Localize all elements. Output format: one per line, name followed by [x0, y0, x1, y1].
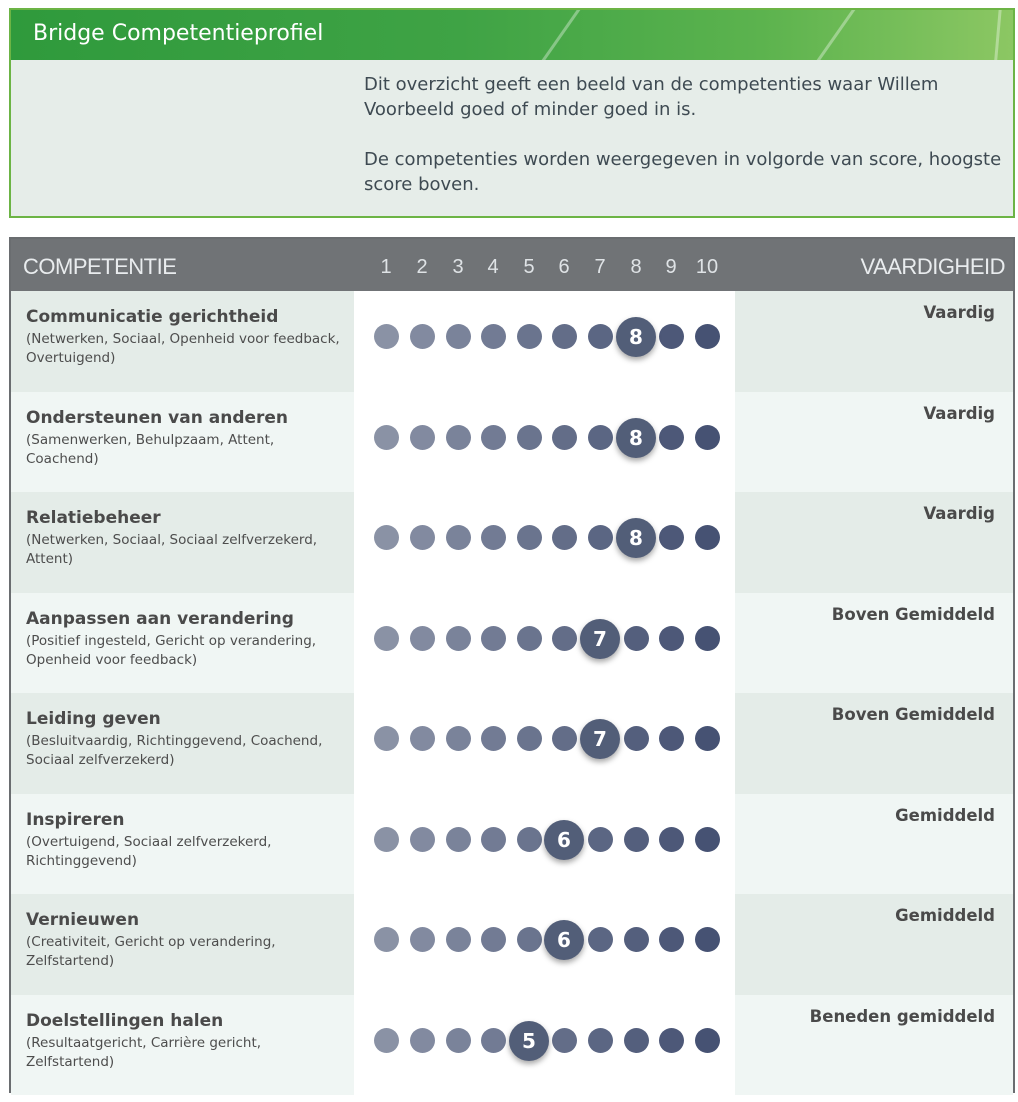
scale-dot: [374, 324, 399, 349]
header-decoration: [533, 10, 581, 60]
scale-number: 6: [558, 256, 570, 278]
competence-description: (Netwerken, Sociaal, Sociaal zelfverzekerd, Attent): [26, 532, 318, 567]
competence-name: Inspireren: [26, 809, 125, 830]
scale-number: 2: [416, 256, 428, 278]
level-cell: [735, 492, 1013, 593]
scale-dot: [588, 525, 613, 550]
scale-dot: [695, 425, 720, 450]
scale-dot: [374, 726, 399, 751]
level-cell: [735, 291, 1013, 392]
level-cell: [735, 894, 1013, 995]
competence-description: (Positief ingesteld, Gericht op verandering, Openheid voor feedback): [26, 632, 317, 668]
scale-dot: [659, 1028, 684, 1053]
skill-level: Boven Gemiddeld: [831, 705, 995, 724]
scale-dot: [624, 827, 649, 852]
intro-text: [364, 72, 1014, 222]
scale-dot: [374, 1028, 399, 1053]
scale-number: 1: [380, 256, 392, 278]
scale-dot: [517, 927, 542, 952]
intro-header: [11, 10, 1013, 60]
scale-number: 9: [665, 256, 677, 278]
score-marker: 7: [580, 719, 620, 759]
scale-dot: [446, 1028, 471, 1053]
intro-paragraph: Dit overzicht geeft een beeld van de competenties waar Willem Voorbeeld goed of minder goed in is.: [364, 74, 939, 120]
scale-dot: [481, 726, 506, 751]
page-title: Bridge Competentieprofiel: [33, 21, 324, 46]
scale-dot: [659, 927, 684, 952]
competence-name: Communicatie gerichtheid: [26, 307, 279, 327]
score-marker: 5: [509, 1021, 549, 1061]
scale-dot: [481, 324, 506, 349]
scale-dot: [410, 425, 435, 450]
scale-dot: [695, 827, 720, 852]
scale-dot: [446, 425, 471, 450]
scale-dot: [374, 827, 399, 852]
level-cell: [735, 593, 1013, 694]
column-header-competentie: COMPETENTIE: [23, 254, 177, 279]
competence-name: Ondersteunen van anderen: [26, 407, 289, 428]
table-row: [11, 492, 1013, 593]
scale-dot: [374, 425, 399, 450]
scale-dot: [695, 324, 720, 349]
scale-dot: [374, 525, 399, 550]
competence-name: Doelstellingen halen: [26, 1010, 224, 1031]
competence-name: Vernieuwen: [26, 910, 140, 930]
scale-dot: [481, 1028, 506, 1053]
skill-level: Vaardig: [923, 403, 995, 423]
scale-dot: [481, 827, 506, 852]
scale-dot: [446, 927, 471, 952]
table-row: [11, 291, 1013, 392]
level-cell: [735, 392, 1013, 493]
scale-dot: [624, 726, 649, 751]
scale-number: 7: [594, 256, 606, 278]
column-header-vaardigheid: VAARDIGHEID: [860, 254, 1005, 279]
competence-name: Relatiebeheer: [26, 508, 161, 528]
skill-level: Vaardig: [923, 504, 995, 523]
scale-dot: [624, 626, 649, 651]
scale-dot: [659, 525, 684, 550]
scale-dot: [552, 626, 577, 651]
table-row: [11, 995, 1013, 1096]
scale-dot: [588, 324, 613, 349]
competence-description: (Samenwerken, Behulpzaam, Attent, Coachend): [26, 431, 275, 467]
scale-dot: [659, 425, 684, 450]
scale-dot: [374, 927, 399, 952]
scale-dot: [446, 626, 471, 651]
skill-level: Boven Gemiddeld: [831, 604, 995, 624]
scale-dot: [695, 626, 720, 651]
header-decoration: [993, 10, 1003, 60]
scale-dot: [410, 726, 435, 751]
skill-level: Gemiddeld: [895, 906, 995, 925]
competence-description: (Besluitvaardig, Richtinggevend, Coachend, Sociaal zelfverzekerd): [26, 733, 323, 768]
scale-number: 5: [523, 256, 535, 278]
scale-dot: [481, 927, 506, 952]
skill-level: Vaardig: [923, 303, 995, 322]
score-marker: 6: [544, 920, 584, 960]
scale-dot: [410, 525, 435, 550]
scale-dot: [552, 425, 577, 450]
level-cell: [735, 794, 1013, 895]
scale-dot: [659, 324, 684, 349]
competence-cell: [11, 693, 354, 794]
scale-dot: [517, 626, 542, 651]
competence-table: [9, 237, 1015, 1093]
competence-description: (Overtuigend, Sociaal zelfverzekerd, Richtinggevend): [26, 833, 272, 869]
table-header: [11, 239, 1013, 291]
scale-dot: [410, 626, 435, 651]
competence-cell: [11, 593, 354, 694]
score-marker: 8: [616, 317, 656, 357]
scale-dot: [446, 525, 471, 550]
competence-cell: [11, 492, 354, 593]
scale-dot: [588, 827, 613, 852]
level-cell: [735, 995, 1013, 1096]
scale-dot: [517, 324, 542, 349]
level-cell: [735, 693, 1013, 794]
scale-dot: [481, 425, 506, 450]
competence-cell: [11, 894, 354, 995]
competence-name: Leiding geven: [26, 709, 161, 729]
table-row: [11, 693, 1013, 794]
scale-dot: [517, 525, 542, 550]
scale-dot: [588, 425, 613, 450]
scale-dot: [446, 827, 471, 852]
scale-dot: [517, 726, 542, 751]
competence-name: Aanpassen aan verandering: [26, 608, 294, 629]
scale-dot: [517, 425, 542, 450]
scale-dot: [410, 927, 435, 952]
score-marker: 7: [580, 619, 620, 659]
scale-dot: [410, 324, 435, 349]
competence-description: (Creativiteit, Gericht op verandering, Zelfstartend): [26, 934, 276, 969]
scale-dot: [552, 726, 577, 751]
competence-cell: [11, 291, 354, 392]
intro-panel: [9, 8, 1015, 218]
table-row: [11, 794, 1013, 895]
scale-dot: [481, 626, 506, 651]
scale-dot: [410, 827, 435, 852]
scale-dot: [446, 726, 471, 751]
competence-cell: [11, 995, 354, 1096]
table-row: [11, 894, 1013, 995]
scale-number: 8: [630, 256, 642, 278]
score-marker: 8: [616, 518, 656, 558]
scale-dot: [695, 726, 720, 751]
table-row: [11, 392, 1013, 493]
competence-description: (Netwerken, Sociaal, Openheid voor feedback, Overtuigend): [26, 331, 340, 366]
scale-dot: [695, 927, 720, 952]
header-decoration: [808, 10, 856, 60]
scale-number: 4: [487, 256, 499, 278]
skill-level: Beneden gemiddeld: [809, 1006, 995, 1026]
scale-dot: [552, 324, 577, 349]
scale-dot: [588, 1028, 613, 1053]
scale-number: 10: [695, 256, 719, 278]
scale-dot: [624, 1028, 649, 1053]
competence-cell: [11, 794, 354, 895]
scale-dot: [659, 626, 684, 651]
scale-dot: [552, 1028, 577, 1053]
competence-description: (Resultaatgericht, Carrière gericht, Zelfstartend): [26, 1034, 262, 1070]
scale-dot: [624, 927, 649, 952]
scale-number: 3: [452, 256, 464, 278]
scale-dot: [659, 726, 684, 751]
scale-dot: [588, 927, 613, 952]
scale-dot: [517, 827, 542, 852]
skill-level: Gemiddeld: [895, 805, 995, 825]
score-marker: 8: [616, 418, 656, 458]
competence-cell: [11, 392, 354, 493]
scale-dot: [374, 626, 399, 651]
scale-dot: [695, 525, 720, 550]
scale-dot: [695, 1028, 720, 1053]
score-marker: 6: [544, 820, 584, 860]
intro-paragraph: De competenties worden weergegeven in volgorde van score, hoogste score boven.: [364, 149, 1002, 195]
scale-dot: [659, 827, 684, 852]
table-row: [11, 593, 1013, 694]
scale-dot: [552, 525, 577, 550]
scale-dot: [481, 525, 506, 550]
scale-dot: [446, 324, 471, 349]
scale-dot: [410, 1028, 435, 1053]
